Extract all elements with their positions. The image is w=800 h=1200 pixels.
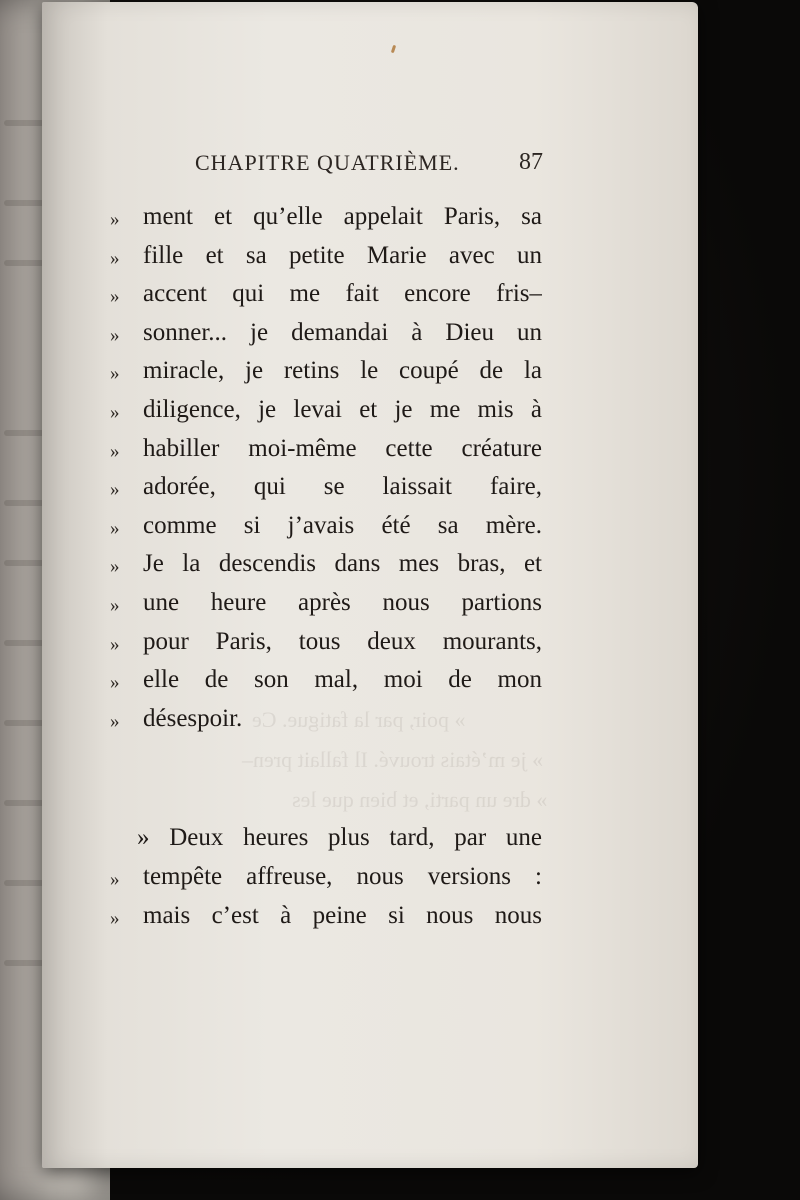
line-text: » Deux heures plus tard, par une: [137, 824, 542, 852]
page-number: 87: [519, 149, 543, 175]
text-line: [110, 661, 542, 700]
guillemet-mark: »: [110, 517, 120, 539]
text-line: [110, 314, 542, 353]
guillemet-mark: »: [110, 556, 120, 578]
line-text: tempête affreuse, nous versions :: [143, 862, 542, 890]
running-title: CHAPITRE QUATRIÈME.: [195, 150, 460, 175]
text-line: [110, 352, 542, 391]
running-header: [195, 150, 543, 180]
text-line: [110, 391, 542, 430]
guillemet-mark: »: [110, 594, 120, 616]
guillemet-mark: »: [110, 440, 120, 462]
text-line: [110, 545, 542, 584]
text-line: [110, 198, 542, 237]
guillemet-mark: »: [110, 907, 120, 929]
paragraph-gap: [110, 738, 542, 819]
line-text: pour Paris, tous deux mourants,: [143, 627, 542, 655]
text-line: [110, 468, 542, 507]
text-line: [110, 275, 542, 314]
guillemet-mark: »: [110, 209, 120, 230]
guillemet-mark: »: [110, 247, 120, 269]
show-through-text: » dre un parti, et bien que les: [292, 787, 548, 812]
text-line: [110, 584, 542, 623]
text-line: [110, 819, 542, 858]
guillemet-mark: »: [110, 672, 120, 694]
line-text: miracle, je retins le coupé de la: [143, 357, 542, 385]
guillemet-mark: »: [110, 363, 120, 385]
guillemet-mark: »: [110, 479, 120, 501]
line-text: sonner... je demandai à Dieu un: [143, 318, 542, 346]
line-text: accent qui me fait encore fris–: [143, 280, 542, 308]
line-text: désespoir.: [143, 704, 243, 732]
text-line: [110, 507, 542, 546]
line-text: mais c’est à peine si nous nous: [143, 901, 542, 929]
line-text: ment et qu’elle appelait Paris, sa: [143, 203, 542, 230]
guillemet-mark: »: [110, 401, 120, 423]
line-text: Je la descendis dans mes bras, et: [143, 550, 542, 578]
line-text: adorée, qui se laissait faire,: [143, 473, 542, 501]
text-line: [110, 237, 542, 276]
show-through-text: » je m’étais trouvé. Il fallait pren–: [242, 747, 544, 772]
line-text: comme si j’avais été sa mère.: [143, 511, 542, 539]
guillemet-mark: »: [110, 868, 120, 890]
guillemet-mark: »: [110, 324, 120, 346]
line-text: habiller moi-même cette créature: [143, 434, 542, 462]
text-line: [110, 858, 542, 897]
body-text: [110, 198, 542, 935]
text-line: [110, 430, 542, 469]
show-through-text: » poir, par la fatigue. Ce: [252, 707, 466, 732]
line-text: elle de son mal, moi de mon: [143, 666, 542, 694]
text-line: [110, 623, 542, 662]
guillemet-mark: »: [110, 710, 120, 732]
text-line: [110, 700, 542, 739]
guillemet-mark: »: [110, 633, 120, 655]
text-line: [110, 897, 542, 936]
guillemet-mark: »: [110, 286, 120, 308]
line-text: fille et sa petite Marie avec un: [143, 241, 542, 269]
line-text: diligence, je levai et je me mis à: [143, 395, 542, 423]
line-text: une heure après nous partions: [143, 588, 542, 616]
paper-speck: [391, 45, 396, 54]
